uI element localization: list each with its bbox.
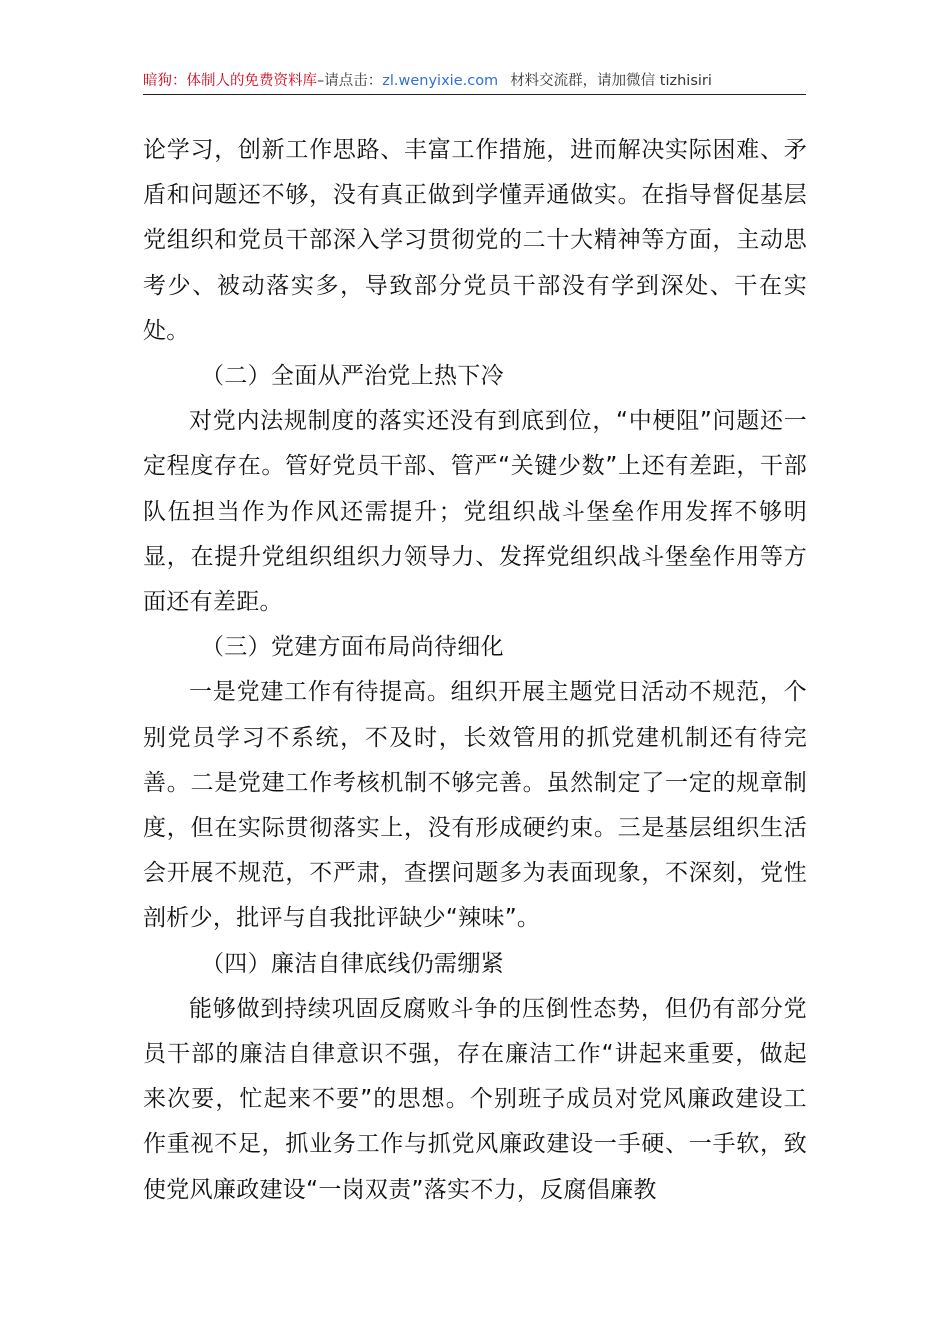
header-click-prompt: –请点击： xyxy=(317,73,383,89)
document-body xyxy=(143,128,807,1213)
header-brand: 暗狗：体制人的免费资料库 xyxy=(143,73,317,89)
section-heading-4: （四）廉洁自律底线仍需绷紧 xyxy=(201,950,504,977)
section-heading-3: （三）党建方面布局尚待细化 xyxy=(201,634,504,661)
header-group-note: 材料交流群，请加微信 tizhisiri xyxy=(510,73,712,89)
paragraph-3: 一是党建工作有待提高。组织开展主题党日活动不规范，个别党员学习不系统，不及时，长效管用的抓党建机制还有待完善。二是党建工作考核机制不够完善。虽然制定了一定的规章制度，但在实际贯彻落实上，没有形成硬约束。三是基层组织生活会开展不规范，不严肃，查摆问题多为表面现象，不深刻，党性剖析少，批评与自我批评缺少“辣味”。 xyxy=(143,679,807,932)
header-site-link[interactable]: zl.wenyixie.com xyxy=(382,73,499,89)
paragraph-1: 论学习，创新工作思路、丰富工作措施，进而解决实际困难、矛盾和问题还不够，没有真正做到学懂弄通做实。在指导督促基层党组织和党员干部深入学习贯彻党的二十大精神等方面，主动思考少、被动落实多，导致部分党员干部没有学到深处、干在实处。 xyxy=(143,137,807,344)
paragraph-4: 能够做到持续巩固反腐败斗争的压倒性态势，但仍有部分党员干部的廉洁自律意识不强，存在廉洁工作“讲起来重要，做起来次要，忙起来不要”的思想。个别班子成员对党风廉政建设工作重视不足，抓业务工作与抓党风廉政建设一手硬、一手软，致使党风廉政建设“一岗双责”落实不力，反腐倡廉教 xyxy=(143,995,807,1203)
paragraph-2: 对党内法规制度的落实还没有到底到位，“中梗阻”问题还一定程度存在。管好党员干部、管严“关键少数”上还有差距，干部队伍担当作为作风还需提升；党组织战斗堡垒作用发挥不够明显，在提升党组织组织力领导力、发挥党组织战斗堡垒作用等方面还有差距。 xyxy=(143,408,807,616)
page-header xyxy=(143,70,806,95)
section-heading-2: （二）全面从严治党上热下冷 xyxy=(201,363,504,390)
